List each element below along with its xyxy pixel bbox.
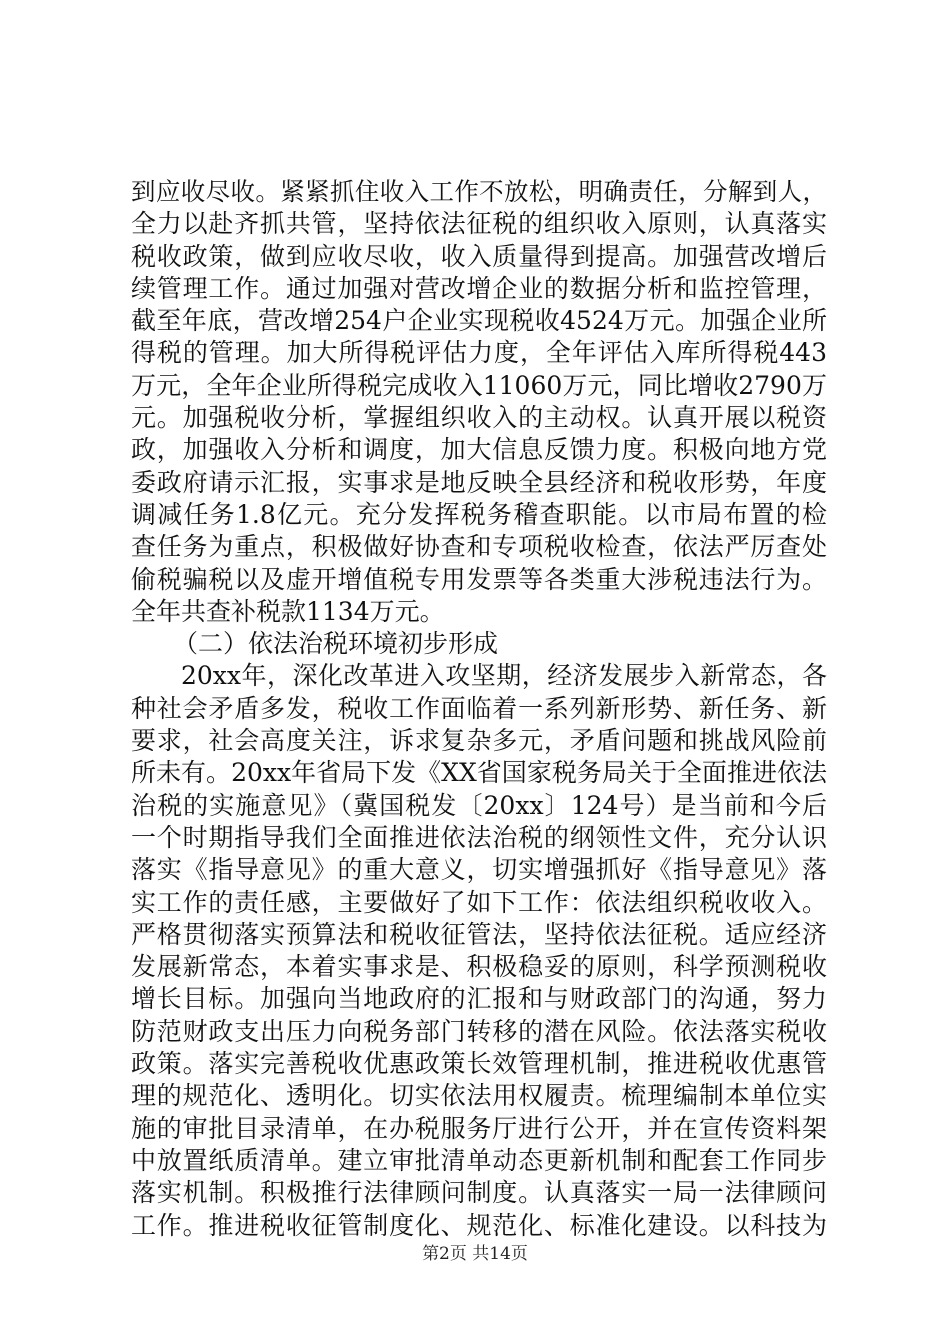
- text-line: 到应收尽收。紧紧抓住收入工作不放松，明确责任，分解到人，: [131, 177, 827, 206]
- text-line: 元。加强税收分析，掌握组织收入的主动权。认真开展以税资: [131, 403, 827, 433]
- text-line: 所未有。20xx年省局下发《XX省国家税务局关于全面推进依法: [131, 758, 827, 788]
- text-line: 落实《指导意见》的重大意义，切实增强抓好《指导意见》落: [131, 855, 827, 885]
- text-line: 委政府请示汇报，实事求是地反映全县经济和税收形势，年度: [131, 467, 827, 497]
- text-line: 调减任务1.8亿元。充分发挥税务稽查职能。以市局布置的检: [131, 499, 827, 529]
- text-line: 发展新常态，本着实事求是、积极稳妥的原则，科学预测税收: [131, 952, 827, 982]
- text-line: 中放置纸质清单。建立审批清单动态更新机制和配套工作同步: [131, 1145, 827, 1175]
- text-line: 全力以赴齐抓共管，坚持依法征税的组织收入原则，认真落实: [131, 209, 827, 239]
- text-line: 防范财政支出压力向税务部门转移的潜在风险。依法落实税收: [131, 1016, 827, 1046]
- text-line: 续管理工作。通过加强对营改增企业的数据分析和监控管理，: [131, 273, 827, 303]
- text-line: 全年共查补税款1134万元。: [131, 596, 445, 626]
- text-line: 偷税骗税以及虚开增值税专用发票等各类重大涉税违法行为。: [131, 564, 827, 594]
- text-line: 查任务为重点，积极做好协查和专项税收检查，依法严厉查处: [131, 532, 827, 562]
- text-line: 治税的实施意见》（冀国税发〔20xx〕124号）是当前和今后: [131, 790, 827, 820]
- text-line: 施的审批目录清单，在办税服务厅进行公开，并在宣传资料架: [131, 1113, 827, 1143]
- text-line: 税收政策，做到应收尽收，收入质量得到提高。加强营改增后: [131, 241, 827, 271]
- text-line: 种社会矛盾多发，税收工作面临着一系列新形势、新任务、新: [131, 693, 827, 723]
- text-line: 一个时期指导我们全面推进依法治税的纲领性文件，充分认识: [131, 822, 827, 852]
- text-line: 理的规范化、透明化。切实依法用权履责。梳理编制本单位实: [131, 1081, 827, 1111]
- text-line: 增长目标。加强向当地政府的汇报和与财政部门的沟通，努力: [131, 984, 827, 1014]
- text-line: 政，加强收入分析和调度，加大信息反馈力度。积极向地方党: [131, 435, 827, 465]
- text-line: 工作。推进税收征管制度化、规范化、标准化建设。以科技为: [131, 1210, 827, 1240]
- text-line: 20xx年，深化改革进入攻坚期，经济发展步入新常态，各: [181, 661, 827, 691]
- text-line: 政策。落实完善税收优惠政策长效管理机制，推进税收优惠管: [131, 1049, 827, 1079]
- text-line: 落实机制。积极推行法律顾问制度。认真落实一局一法律顾问: [131, 1178, 827, 1208]
- section-heading: （二）依法治税环境初步形成: [173, 629, 499, 659]
- text-line: 万元，全年企业所得税完成收入11060万元，同比增收2790万: [131, 370, 827, 400]
- body-text: [131, 176, 827, 1242]
- page-footer: 第2页 共14页: [422, 1244, 528, 1264]
- text-line: 实工作的责任感，主要做好了如下工作：依法组织税收收入。: [131, 887, 827, 917]
- text-line: 要求，社会高度关注，诉求复杂多元，矛盾问题和挑战风险前: [131, 726, 827, 756]
- text-line: 得税的管理。加大所得税评估力度，全年评估入库所得税443: [131, 338, 827, 368]
- text-line: 严格贯彻落实预算法和税收征管法，坚持依法征税。适应经济: [131, 919, 827, 949]
- text-line: 截至年底，营改增254户企业实现税收4524万元。加强企业所: [131, 306, 827, 336]
